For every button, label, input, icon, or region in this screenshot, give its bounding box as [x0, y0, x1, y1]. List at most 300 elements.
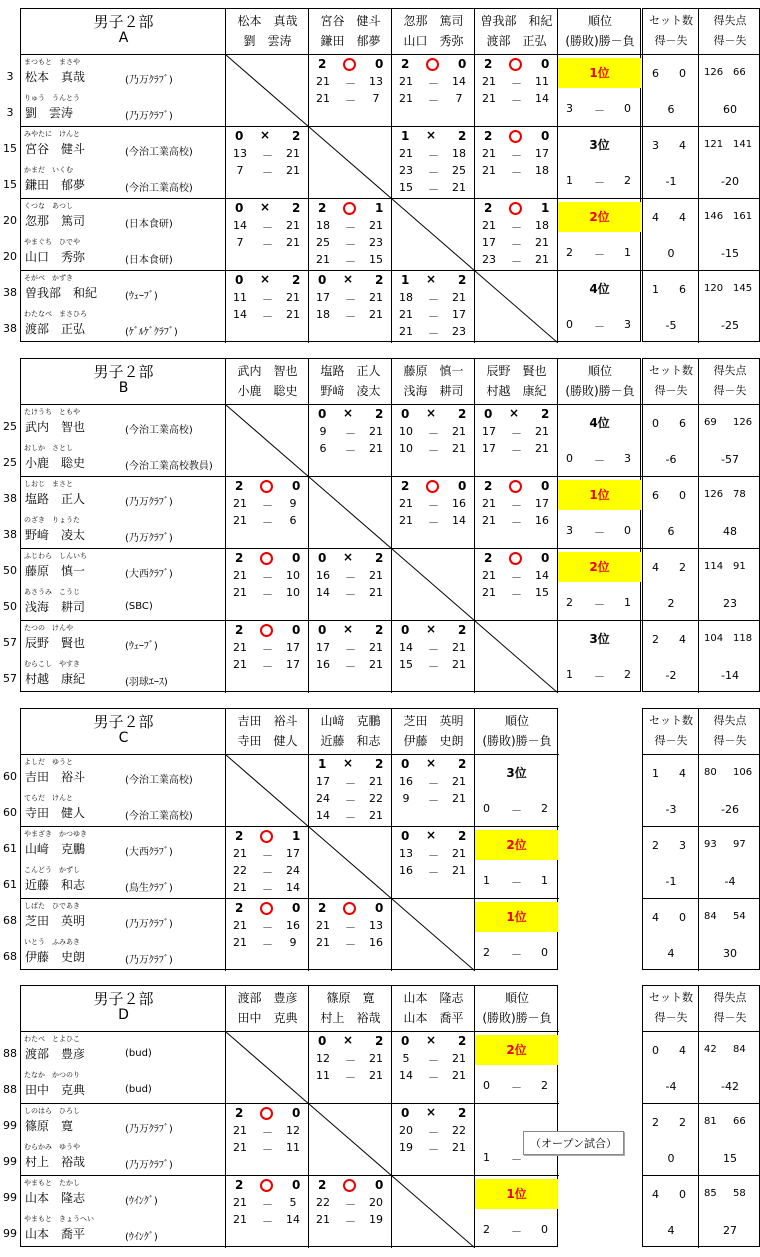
points-won: 121 [704, 139, 724, 150]
game-score-left: 18 [316, 308, 330, 321]
game-dash: － [428, 293, 439, 306]
rank-cell [475, 827, 559, 899]
game-dash: － [262, 166, 273, 179]
rank-label: 4位 [589, 282, 610, 296]
game-score-left: 21 [399, 325, 413, 338]
team-cell [21, 405, 226, 477]
wins-count: 3 [566, 524, 573, 537]
player-name: 松本 真哉 [25, 70, 86, 84]
player-club: (SBC) [125, 601, 153, 612]
opponent-name: 辰野 賢也 [486, 364, 547, 378]
sets-header [643, 986, 699, 1032]
sets-cell [643, 621, 699, 693]
diagonal-line [392, 199, 475, 271]
opponent-header [392, 709, 475, 755]
game-score-left: 18 [316, 219, 330, 232]
game-score-right: 11 [535, 75, 549, 88]
game-dash: － [511, 238, 522, 251]
points-cell [699, 1104, 760, 1176]
sets-diff: 0 [667, 247, 675, 260]
opponent-header [309, 9, 392, 55]
wins-count: 1 [566, 174, 573, 187]
game-score-right: 14 [286, 881, 300, 894]
team-cell [21, 477, 226, 549]
sets-cell [643, 827, 699, 899]
points-header [699, 986, 760, 1032]
game-score-left: 17 [316, 775, 330, 788]
win-circle [260, 624, 273, 637]
game-dash: － [262, 293, 273, 306]
game-dash: － [511, 255, 522, 268]
match-left-score: 0 [484, 407, 493, 421]
rank-cell [475, 1176, 559, 1248]
points-won: 114 [704, 561, 724, 572]
player-club: (乃万ｸﾗﾌﾞ) [125, 111, 173, 122]
match-left-score: 2 [401, 479, 410, 493]
points-diff: -15 [721, 247, 739, 260]
diagonal-line [392, 199, 475, 271]
game-score-right: 21 [535, 442, 549, 455]
rank-label: 4位 [589, 416, 610, 430]
points-cell [699, 271, 760, 343]
sets-header [643, 359, 699, 405]
seed-number: 38 [3, 286, 17, 299]
game-dash: － [511, 444, 522, 457]
match-right-score: 2 [375, 407, 384, 421]
match-cell [392, 477, 475, 549]
game-score-right: 22 [452, 1124, 466, 1137]
losses-count: 1 [541, 874, 548, 887]
game-score-right: 11 [286, 1141, 300, 1154]
game-score-right: 21 [369, 425, 383, 438]
group-block [0, 985, 760, 1247]
diagonal-line [392, 899, 475, 971]
points-won: 84 [704, 911, 717, 922]
game-score-left: 21 [399, 308, 413, 321]
game-score-right: 9 [289, 936, 297, 949]
game-score-right: 21 [369, 291, 383, 304]
game-score-left: 21 [316, 936, 330, 949]
match-cell [475, 127, 558, 199]
game-score-left: 11 [233, 291, 247, 304]
game-score-left: 21 [233, 1141, 247, 1154]
loss-mark: × [426, 128, 437, 142]
points-lost: 106 [733, 767, 753, 778]
player-kana: みやたに けんと [24, 130, 80, 138]
loss-mark: × [260, 128, 271, 142]
game-score-left: 14 [233, 308, 247, 321]
stat-header-label: セット数 [649, 14, 693, 27]
opponent-header [226, 986, 309, 1032]
points-lost: 141 [733, 139, 753, 150]
seed-number: 3 [6, 106, 14, 119]
game-score-right: 16 [452, 497, 466, 510]
sets-lost: 0 [679, 489, 686, 502]
game-dash: － [511, 499, 522, 512]
match-right-score: 2 [458, 129, 467, 143]
match-left-score: 0 [401, 757, 410, 771]
win-circle [343, 902, 356, 915]
rank-cell [475, 755, 559, 827]
game-score-right: 21 [369, 442, 383, 455]
match-cell [226, 621, 309, 693]
points-cell [699, 477, 760, 549]
opponent-header [475, 9, 558, 55]
match-right-score: 0 [292, 623, 301, 637]
player-name: 劉 雲涛 [25, 106, 74, 120]
seed-number: 99 [3, 1155, 17, 1168]
opponent-name: 山本 喬平 [403, 1011, 464, 1025]
player-kana: おしか さとし [24, 444, 73, 452]
player-name: 山口 秀弥 [25, 250, 86, 264]
match-left-score: 0 [318, 407, 327, 421]
game-score-right: 21 [452, 442, 466, 455]
game-dash: － [345, 571, 356, 584]
diagonal-line [226, 1032, 309, 1104]
match-right-score: 2 [292, 129, 301, 143]
player-name: 山﨑 克鵬 [25, 842, 86, 856]
sets-won: 2 [652, 839, 659, 852]
opponent-name: 劉 雲涛 [243, 34, 292, 48]
loss-mark: × [426, 1033, 437, 1047]
player-kana: しばた ひであき [24, 902, 80, 910]
loss-mark: × [343, 272, 354, 286]
stats-table [642, 8, 760, 342]
game-score-right: 21 [369, 1069, 383, 1082]
wl-dash: － [594, 598, 605, 611]
losses-count: 2 [541, 802, 548, 815]
game-score-right: 6 [289, 514, 297, 527]
sets-diff: -1 [665, 875, 677, 888]
points-cell [699, 827, 760, 899]
player-kana: のざき りょうた [24, 516, 80, 524]
sets-cell [643, 899, 699, 971]
opponent-name: 近藤 和志 [320, 734, 381, 748]
diagonal-line [309, 1104, 392, 1176]
match-right-score: 2 [458, 623, 467, 637]
win-circle [509, 552, 522, 565]
game-score-left: 9 [319, 425, 327, 438]
match-cell [392, 1104, 475, 1176]
sets-lost: 4 [679, 139, 686, 152]
match-right-score: 0 [375, 901, 384, 915]
sets-lost: 4 [679, 211, 686, 224]
player-kana: やまざき かつゆき [24, 830, 87, 838]
game-dash: － [428, 1126, 439, 1139]
game-dash: － [345, 255, 356, 268]
sets-diff: 0 [667, 1152, 675, 1165]
match-right-score: 2 [541, 407, 550, 421]
self-match-cell [475, 271, 558, 343]
player-kana: そがべ かずき [24, 274, 73, 282]
group-title: 男子２部 [93, 363, 154, 381]
wins-count: 2 [483, 946, 490, 959]
game-score-right: 21 [452, 291, 466, 304]
match-right-score: 2 [292, 273, 301, 287]
match-left-score: 1 [318, 757, 327, 771]
game-dash: － [428, 444, 439, 457]
game-dash: － [262, 238, 273, 251]
wins-count: 3 [566, 102, 573, 115]
game-score-left: 16 [316, 658, 330, 671]
game-score-left: 12 [316, 1052, 330, 1065]
stat-header-label: 得－失 [654, 384, 688, 397]
win-circle [343, 202, 356, 215]
match-left-score: 2 [235, 829, 244, 843]
opponent-name: 寺田 健人 [237, 734, 298, 748]
loss-mark: × [260, 272, 271, 286]
self-match-cell [226, 405, 309, 477]
group-table [20, 708, 558, 970]
wins-count: 0 [483, 1079, 490, 1092]
opponent-name: 吉田 裕斗 [237, 714, 298, 728]
match-left-score: 2 [235, 623, 244, 637]
sets-lost: 6 [679, 417, 686, 430]
game-score-left: 20 [399, 1124, 413, 1137]
game-dash: － [511, 94, 522, 107]
match-left-score: 0 [318, 273, 327, 287]
points-lost: 126 [733, 417, 753, 428]
rank-label: 2位 [558, 552, 641, 582]
loss-mark: × [343, 550, 354, 564]
game-score-left: 11 [316, 1069, 330, 1082]
diagonal-line [309, 127, 392, 199]
group-title-cell [21, 9, 226, 55]
game-dash: － [511, 516, 522, 529]
rank-header-label: (勝敗)勝－負 [482, 1011, 552, 1025]
group-title-cell [21, 709, 226, 755]
player-name: 山本 喬平 [25, 1227, 86, 1241]
stat-header-label: 得失点 [713, 991, 747, 1004]
player-club: (乃万ｸﾗﾌﾞ) [125, 75, 173, 86]
game-score-right: 21 [286, 236, 300, 249]
opponent-header [309, 986, 392, 1032]
game-score-right: 20 [369, 1196, 383, 1209]
game-score-right: 21 [535, 425, 549, 438]
losses-count: 3 [624, 318, 631, 331]
wl-dash: － [511, 1153, 522, 1166]
sets-diff: -2 [665, 669, 677, 682]
loss-mark: × [343, 756, 354, 770]
match-cell [475, 549, 558, 621]
rank-header [558, 9, 642, 55]
seed-number: 50 [3, 564, 17, 577]
player-club: (ｳｲﾝｸﾞ) [125, 1232, 158, 1243]
player-kana: たけうち ともや [24, 408, 80, 416]
game-score-right: 17 [286, 658, 300, 671]
game-score-left: 16 [399, 775, 413, 788]
game-score-right: 21 [452, 1141, 466, 1154]
match-right-score: 2 [375, 551, 384, 565]
sets-lost: 4 [679, 633, 686, 646]
player-club: (ｹﾞﾙｹﾞｸﾗﾌﾞ) [125, 327, 178, 338]
rank-label: 3位 [589, 138, 610, 152]
match-cell [309, 271, 392, 343]
game-dash: － [262, 571, 273, 584]
match-cell [309, 1176, 392, 1248]
sets-lost: 3 [679, 839, 686, 852]
points-won: 69 [704, 417, 717, 428]
seed-number: 61 [3, 878, 17, 891]
match-right-score: 2 [458, 273, 467, 287]
sets-won: 6 [652, 489, 659, 502]
game-dash: － [345, 94, 356, 107]
team-cell [21, 549, 226, 621]
game-dash: － [345, 921, 356, 934]
sets-lost: 0 [679, 911, 686, 924]
player-club: (今治工業高校) [125, 147, 193, 158]
seed-number: 50 [3, 600, 17, 613]
game-score-right: 13 [369, 919, 383, 932]
sets-won: 3 [652, 139, 659, 152]
game-score-right: 21 [286, 164, 300, 177]
group-title: 男子２部 [93, 713, 154, 731]
diagonal-line [475, 271, 558, 343]
game-dash: － [345, 310, 356, 323]
team-cell [21, 127, 226, 199]
diagonal-line [309, 477, 392, 549]
match-cell [226, 199, 309, 271]
game-dash: － [428, 1054, 439, 1067]
game-dash: － [511, 427, 522, 440]
rank-label: 1位 [558, 58, 641, 88]
game-score-right: 17 [535, 147, 549, 160]
stat-header-label: 得失点 [713, 714, 747, 727]
match-cell [309, 549, 392, 621]
player-kana: むらこし やすき [24, 660, 80, 668]
player-club: (今治工業高校) [125, 811, 193, 822]
game-score-right: 21 [369, 809, 383, 822]
opponent-name: 塩路 正人 [320, 364, 381, 378]
player-kana: たなか かつのり [24, 1071, 80, 1079]
diagonal-line [226, 1032, 309, 1104]
match-left-score: 2 [318, 201, 327, 215]
sets-lost: 4 [679, 767, 686, 780]
match-left-score: 2 [235, 1106, 244, 1120]
player-name: 浅海 耕司 [25, 600, 86, 614]
game-dash: － [428, 327, 439, 340]
win-circle [260, 830, 273, 843]
game-score-left: 15 [399, 181, 413, 194]
game-score-right: 23 [452, 325, 466, 338]
wl-dash: － [511, 948, 522, 961]
opponent-header [392, 9, 475, 55]
player-club: (ｳｲﾝｸﾞ) [125, 1196, 158, 1207]
game-dash: － [428, 94, 439, 107]
game-score-left: 21 [399, 75, 413, 88]
game-score-left: 17 [482, 442, 496, 455]
game-dash: － [345, 444, 356, 457]
self-match-cell [226, 755, 309, 827]
game-dash: － [262, 1215, 273, 1228]
opponent-name: 村越 康紀 [486, 384, 547, 398]
sets-cell [643, 549, 699, 621]
diagonal-line [392, 1176, 475, 1248]
points-lost: 84 [733, 1044, 746, 1055]
points-cell [699, 1176, 760, 1248]
self-match-cell [309, 1104, 392, 1176]
game-score-right: 21 [369, 308, 383, 321]
group-table [20, 358, 641, 692]
game-score-right: 16 [286, 919, 300, 932]
game-score-right: 24 [286, 864, 300, 877]
game-score-left: 14 [316, 586, 330, 599]
rank-header [558, 359, 642, 405]
match-cell [226, 1104, 309, 1176]
player-name: 寺田 健人 [25, 806, 86, 820]
rank-header-label: 順位 [504, 714, 529, 728]
rank-header-label: (勝敗)勝－負 [482, 734, 552, 748]
game-score-left: 13 [233, 147, 247, 160]
game-score-left: 21 [316, 1213, 330, 1226]
player-name: 田中 克典 [25, 1083, 86, 1097]
match-left-score: 0 [318, 1034, 327, 1048]
match-right-score: 1 [541, 201, 550, 215]
game-dash: － [262, 1198, 273, 1211]
points-won: 104 [704, 633, 724, 644]
player-kana: よしだ ゆうと [24, 758, 73, 766]
rank-label: 1位 [558, 480, 641, 510]
sets-won: 0 [652, 1044, 659, 1057]
game-score-right: 17 [535, 497, 549, 510]
group-title-cell [21, 359, 226, 405]
stat-header-label: 得－失 [654, 1011, 688, 1024]
game-score-left: 21 [316, 253, 330, 266]
game-score-left: 21 [233, 1213, 247, 1226]
match-cell [475, 55, 558, 127]
wl-dash: － [594, 320, 605, 333]
wins-count: 2 [566, 246, 573, 259]
seed-number: 20 [3, 214, 17, 227]
game-score-left: 21 [482, 164, 496, 177]
losses-count: 0 [624, 524, 631, 537]
player-kana: わたべ とよひこ [24, 1035, 80, 1043]
points-diff: 60 [723, 103, 737, 116]
stat-header-label: 得－失 [713, 34, 747, 47]
game-score-left: 14 [399, 1069, 413, 1082]
player-kana: あさうみ こうじ [24, 588, 80, 596]
player-name: 曽我部 和紀 [25, 286, 98, 300]
points-header [699, 709, 760, 755]
opponent-header [309, 709, 392, 755]
rank-header-label: 順位 [587, 14, 612, 28]
sets-won: 1 [652, 767, 659, 780]
wl-dash: － [594, 526, 605, 539]
player-club: (乃万ｸﾗﾌﾞ) [125, 497, 173, 508]
seed-number: 88 [3, 1083, 17, 1096]
wins-count: 1 [566, 668, 573, 681]
opponent-header [226, 359, 309, 405]
player-club: (乃万ｸﾗﾌﾞ) [125, 919, 173, 930]
game-dash: － [428, 660, 439, 673]
opponent-name: 浅海 耕司 [403, 384, 464, 398]
sets-cell [643, 1032, 699, 1104]
opponent-name: 松本 真哉 [237, 14, 298, 28]
player-name: 忽那 篤司 [25, 214, 86, 228]
game-dash: － [345, 1215, 356, 1228]
rank-header [475, 986, 559, 1032]
seed-number: 38 [3, 492, 17, 505]
game-score-left: 21 [482, 147, 496, 160]
seed-number: 38 [3, 322, 17, 335]
match-right-score: 0 [292, 479, 301, 493]
sets-diff: 6 [667, 103, 675, 116]
group-table [20, 985, 558, 1247]
game-score-right: 21 [369, 569, 383, 582]
opponent-name: 渡部 豊彦 [237, 991, 298, 1005]
game-dash: － [262, 1143, 273, 1156]
wl-dash: － [594, 248, 605, 261]
